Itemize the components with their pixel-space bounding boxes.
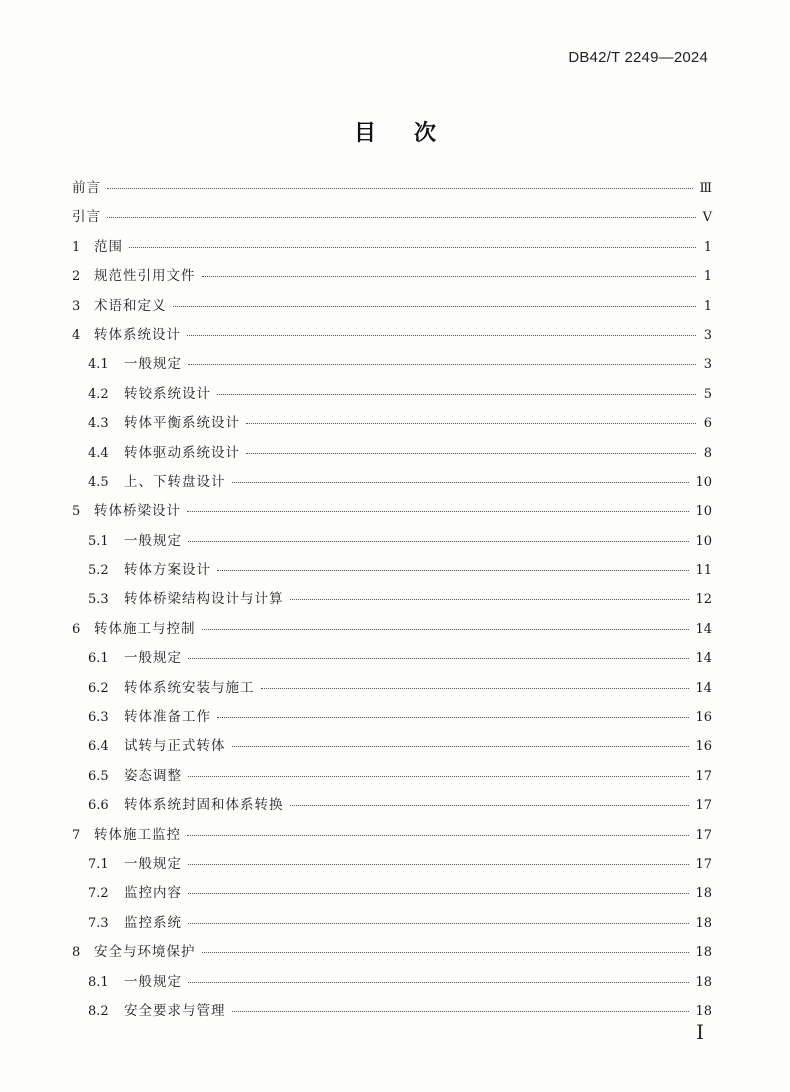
toc-entry-page: 14 — [695, 680, 712, 696]
dot-leader — [290, 599, 690, 600]
toc-entry-number: 6.4 — [88, 739, 109, 755]
page-title: 目次 — [353, 121, 474, 146]
dot-leader — [188, 982, 689, 983]
toc-entry[interactable] — [72, 411, 712, 440]
toc-entry-label: 试转与正式转体 — [124, 738, 226, 755]
toc-entry-page: 18 — [695, 1003, 712, 1019]
dot-leader — [129, 247, 696, 248]
toc-entry-number: 2 — [72, 269, 81, 285]
dot-leader — [188, 658, 689, 659]
toc-entry[interactable] — [72, 764, 712, 793]
dot-leader — [188, 923, 689, 924]
toc-entry[interactable] — [72, 646, 712, 675]
toc-entry-page: 18 — [695, 945, 712, 961]
toc-entry-page: 5 — [703, 386, 712, 402]
toc-entry[interactable] — [72, 558, 712, 587]
toc-entry-label: 转体方案设计 — [124, 562, 211, 579]
dot-leader — [232, 746, 690, 747]
dot-leader — [107, 217, 696, 218]
page-number: I — [696, 1020, 704, 1044]
toc-entry-label: 转体平衡系统设计 — [124, 415, 240, 432]
toc-entry-number: 6.3 — [88, 710, 109, 726]
toc-entry[interactable] — [72, 499, 712, 528]
dot-leader — [188, 864, 689, 865]
toc-entry[interactable] — [72, 881, 712, 910]
toc-entry-label: 一般规定 — [124, 855, 182, 872]
toc-entry-label: 转体准备工作 — [124, 709, 211, 726]
toc-entry-number: 7.3 — [88, 915, 109, 931]
toc-entry-number: 6.5 — [88, 768, 109, 784]
dot-leader — [187, 335, 696, 336]
dot-leader — [202, 629, 690, 630]
toc-entry[interactable] — [72, 617, 712, 646]
toc-entry[interactable] — [72, 352, 712, 381]
toc-entry-number: 6.6 — [88, 798, 109, 814]
toc-entry[interactable] — [72, 235, 712, 264]
toc-entry-page: 17 — [695, 768, 712, 784]
toc-entry-number: 7 — [72, 827, 81, 843]
toc-entry-page: 18 — [695, 915, 712, 931]
toc-entry-page: 12 — [695, 592, 712, 608]
toc-entry[interactable] — [72, 676, 712, 705]
toc-entry-page: 3 — [703, 327, 712, 343]
toc-entry-number: 1 — [72, 239, 81, 255]
toc-entry[interactable] — [72, 587, 712, 616]
toc-entry-page: 17 — [695, 827, 712, 843]
toc-entry-page: 10 — [695, 504, 712, 520]
toc-entry-page: 3 — [703, 357, 712, 373]
toc-entry-label: 转体驱动系统设计 — [124, 444, 240, 461]
toc-entry-page: 17 — [695, 856, 712, 872]
toc-entry-label: 监控系统 — [124, 914, 182, 931]
toc-entry-page: 18 — [695, 886, 712, 902]
toc-entry[interactable] — [72, 205, 712, 234]
toc-entry-page: 1 — [703, 269, 712, 285]
toc-entry[interactable] — [72, 529, 712, 558]
dot-leader — [290, 805, 690, 806]
toc-entry-number: 6.1 — [88, 651, 109, 667]
toc-entry-label: 安全与环境保护 — [94, 944, 196, 961]
dot-leader — [217, 570, 689, 571]
toc-entry-page: Ⅲ — [699, 181, 712, 196]
dot-leader — [217, 394, 696, 395]
toc-entry[interactable] — [72, 999, 712, 1028]
toc-entry-number: 4.1 — [88, 357, 109, 373]
toc-entry-number: 6.2 — [88, 680, 109, 696]
toc-entry-number: 6 — [72, 621, 81, 637]
toc-entry-label: 转体系统设计 — [94, 326, 181, 343]
toc-entry-page: 14 — [695, 621, 712, 637]
toc-entry[interactable] — [72, 382, 712, 411]
toc-entry-page: 11 — [695, 563, 712, 579]
toc-entry-label: 范围 — [94, 238, 123, 255]
toc-entry-label: 转铰系统设计 — [124, 385, 211, 402]
toc-entry-page: 16 — [695, 739, 712, 755]
toc-entry[interactable] — [72, 470, 712, 499]
toc-entry-label: 上、下转盘设计 — [124, 473, 226, 490]
dot-leader — [246, 423, 696, 424]
dot-leader — [188, 893, 689, 894]
toc-entry-number: 4.2 — [88, 386, 109, 402]
toc-entry[interactable] — [72, 176, 712, 205]
toc-entry[interactable] — [72, 852, 712, 881]
toc-entry-page: 6 — [703, 416, 712, 432]
dot-leader — [107, 188, 693, 189]
toc-entry-label: 一般规定 — [124, 650, 182, 667]
toc-entry-page: 17 — [695, 798, 712, 814]
toc-entry-label: 转体施工与控制 — [94, 620, 196, 637]
toc-entry-label: 引言 — [72, 209, 101, 226]
toc-entry-label: 转体施工监控 — [94, 826, 181, 843]
toc-entry[interactable] — [72, 734, 712, 763]
toc-entry-label: 术语和定义 — [94, 297, 167, 314]
toc-entry-number: 5.2 — [88, 563, 109, 579]
dot-leader — [173, 306, 697, 307]
toc-entry-number: 5.3 — [88, 592, 109, 608]
toc-entry-label: 一般规定 — [124, 356, 182, 373]
dot-leader — [246, 453, 696, 454]
dot-leader — [188, 364, 696, 365]
toc-entry-number: 5.1 — [88, 533, 109, 549]
dot-leader — [187, 511, 689, 512]
toc-entry[interactable] — [72, 970, 712, 999]
toc-entry-number: 4.3 — [88, 416, 109, 432]
dot-leader — [232, 1011, 690, 1012]
toc-entry-page: 1 — [703, 298, 712, 314]
toc-entry-label: 转体系统安装与施工 — [124, 679, 255, 696]
table-of-contents — [72, 176, 712, 1028]
toc-entry-number: 3 — [72, 298, 81, 314]
toc-entry-page: 1 — [703, 239, 712, 255]
toc-entry-page: 8 — [703, 445, 712, 461]
toc-entry[interactable] — [72, 940, 712, 969]
toc-entry[interactable] — [72, 264, 712, 293]
toc-entry-number: 8 — [72, 945, 81, 961]
toc-entry-number: 4 — [72, 327, 81, 343]
toc-entry-number: 7.1 — [88, 856, 109, 872]
toc-entry-page: 14 — [695, 651, 712, 667]
toc-entry-label: 一般规定 — [124, 973, 182, 990]
toc-entry-label: 转体桥梁结构设计与计算 — [124, 591, 284, 608]
dot-leader — [232, 482, 690, 483]
toc-entry[interactable] — [72, 294, 712, 323]
toc-entry-page: Ⅴ — [702, 210, 712, 226]
toc-entry-page: 18 — [695, 974, 712, 990]
toc-entry-number: 7.2 — [88, 886, 109, 902]
toc-entry-page: 16 — [695, 710, 712, 726]
toc-entry-label: 一般规定 — [124, 532, 182, 549]
document-code: DB42/T 2249—2024 — [568, 49, 708, 66]
toc-entry-label: 规范性引用文件 — [94, 268, 196, 285]
toc-entry[interactable] — [72, 705, 712, 734]
toc-entry-label: 监控内容 — [124, 885, 182, 902]
toc-entry-label: 转体桥梁设计 — [94, 503, 181, 520]
toc-entry[interactable] — [72, 441, 712, 470]
toc-entry[interactable] — [72, 911, 712, 940]
toc-entry-number: 8.2 — [88, 1003, 109, 1019]
toc-entry-page: 10 — [695, 533, 712, 549]
toc-entry-number: 5 — [72, 504, 81, 520]
dot-leader — [188, 541, 689, 542]
dot-leader — [202, 276, 697, 277]
dot-leader — [217, 717, 689, 718]
toc-entry-number: 4.5 — [88, 474, 109, 490]
toc-entry-page: 10 — [695, 474, 712, 490]
toc-entry-number: 4.4 — [88, 445, 109, 461]
toc-entry-label: 转体系统封固和体系转换 — [124, 797, 284, 814]
toc-entry-number: 8.1 — [88, 974, 109, 990]
dot-leader — [187, 835, 689, 836]
toc-entry-label: 前言 — [72, 180, 101, 196]
dot-leader — [261, 688, 690, 689]
toc-entry[interactable] — [72, 823, 712, 852]
toc-entry-label: 姿态调整 — [124, 767, 182, 784]
toc-entry[interactable] — [72, 323, 712, 352]
toc-entry[interactable] — [72, 793, 712, 822]
dot-leader — [188, 776, 689, 777]
toc-entry-label: 安全要求与管理 — [124, 1002, 226, 1019]
dot-leader — [202, 952, 690, 953]
